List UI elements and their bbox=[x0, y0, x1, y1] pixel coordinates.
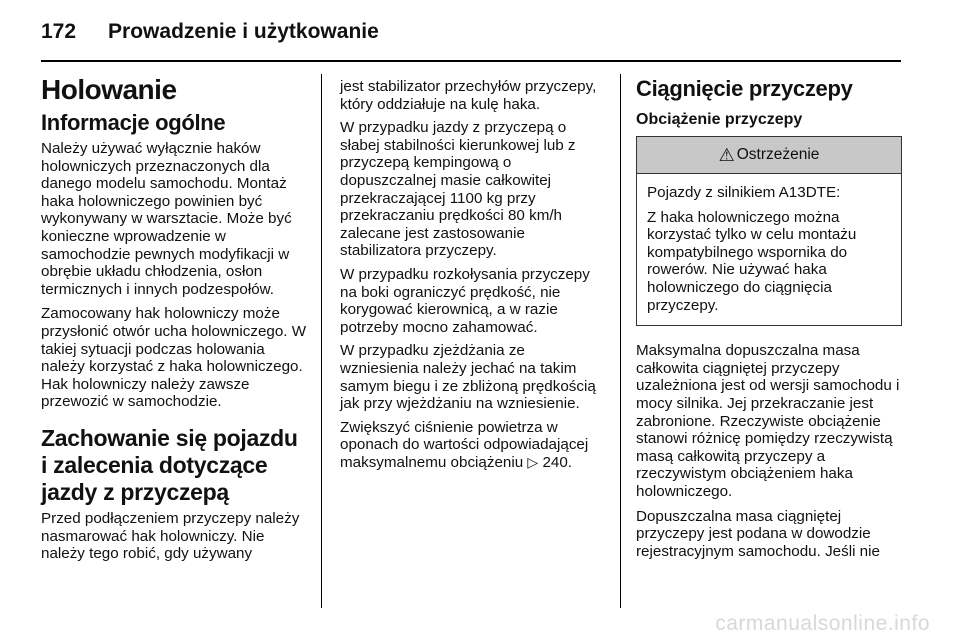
section-title: Prowadzenie i użytkowanie bbox=[108, 20, 379, 43]
chapter-title: Holowanie bbox=[41, 74, 177, 105]
warning-triangle-icon: ⚠ bbox=[718, 145, 735, 165]
page-number: 172 bbox=[41, 20, 77, 43]
column-left bbox=[41, 74, 309, 570]
paragraph bbox=[340, 419, 605, 472]
paragraph: W przypadku jazdy z przyczepą o słabej stabilności kierunkowej lub z przyczepą kempingową o dopuszczalnej masie całkowitej przekraczającej 1100 kg przy przekraczaniu prędkości 80 km/h zalecane jest zastosowanie stabilizatora przyczepy. bbox=[340, 119, 576, 260]
paragraph: Należy używać wyłącznie haków holowniczych przeznaczonych dla danego modelu samochodu. Montaż haka holowniczego powinien być wykonywany w warsztacie. Może być konieczne wprowadzenie w samochodzie pewnych modyfikacji w obrębie układu chłodzenia, osłon termicznych i innych podzespołów. bbox=[41, 140, 292, 298]
warning-body bbox=[637, 174, 901, 325]
paragraph: Przed podłączeniem przyczepy należy nasmarować hak holowniczy. Nie należy tego robić, gdy używany bbox=[41, 509, 300, 563]
paragraph-text: Zwiększyć ciśnienie powietrza w oponach do wartości odpowiadającej maksymalnemu obciążeniu bbox=[340, 418, 589, 471]
paragraph: W przypadku zjeżdżania ze wzniesienia należy jechać na takim samym biegu i ze zbliżoną prędkością jak przy wjeżdżaniu na wzniesienie. bbox=[340, 342, 596, 413]
paragraph: jest stabilizator przechyłów przyczepy, który oddziałuje na kulę haka. bbox=[340, 78, 597, 113]
column-divider bbox=[321, 74, 322, 608]
warning-text: Z haka holowniczego można korzystać tylko w celu montażu kompatybilnego wspornika do rowerów. Nie używać haka holowniczego do ciągnięcia przyczepy. bbox=[647, 208, 857, 314]
section-heading: Informacje ogólne bbox=[41, 110, 226, 135]
section-heading: Zachowanie się pojazdu i zalecenia dotyczące jazdy z przyczepą bbox=[41, 424, 298, 505]
warning-text: Pojazdy z silnikiem A13DTE: bbox=[647, 184, 841, 201]
watermark: carmanualsonline.info bbox=[715, 612, 930, 635]
paragraph: Zamocowany hak holowniczy może przysłonić otwór ucha holowniczego. W takiej sytuacji podczas holowania należy korzystać z haka holowniczego. Hak holowniczy należy zawsze przewozić w samochodzie. bbox=[41, 305, 307, 411]
column-right bbox=[636, 74, 902, 567]
header-rule bbox=[41, 60, 901, 62]
paragraph: W przypadku rozkołysania przyczepy na boki ograniczyć prędkość, nie korygować kierownicą, a w razie potrzeby mocno zahamować. bbox=[340, 265, 590, 336]
subsection-heading: Obciążenie przyczepy bbox=[636, 111, 803, 128]
warning-title: Ostrzeżenie bbox=[736, 146, 820, 164]
paragraph: Maksymalna dopuszczalna masa całkowita ciągniętej przyczepy uzależniona jest od wersji samochodu i mocy silnika. Jej przekraczanie jest zabronione. Rzeczywiste obciążenie stanowi różnicę pomiędzy rzeczywistą masą całkowitą przyczepy a rzeczywistym obciążeniem haka holowniczego. bbox=[636, 342, 900, 500]
page-header bbox=[41, 12, 379, 52]
page-ref[interactable]: 240. bbox=[542, 453, 572, 471]
warning-header bbox=[637, 137, 901, 174]
section-heading: Ciągnięcie przyczepy bbox=[636, 76, 853, 101]
paragraph: Dopuszczalna masa ciągniętej przyczepy jest podana w dowodzie rejestracyjnym samochodu. Jeśli nie bbox=[636, 507, 880, 560]
column-middle bbox=[340, 78, 605, 477]
page-ref-icon: ▷ bbox=[527, 453, 539, 470]
column-divider bbox=[620, 74, 621, 608]
warning-box bbox=[636, 136, 902, 326]
